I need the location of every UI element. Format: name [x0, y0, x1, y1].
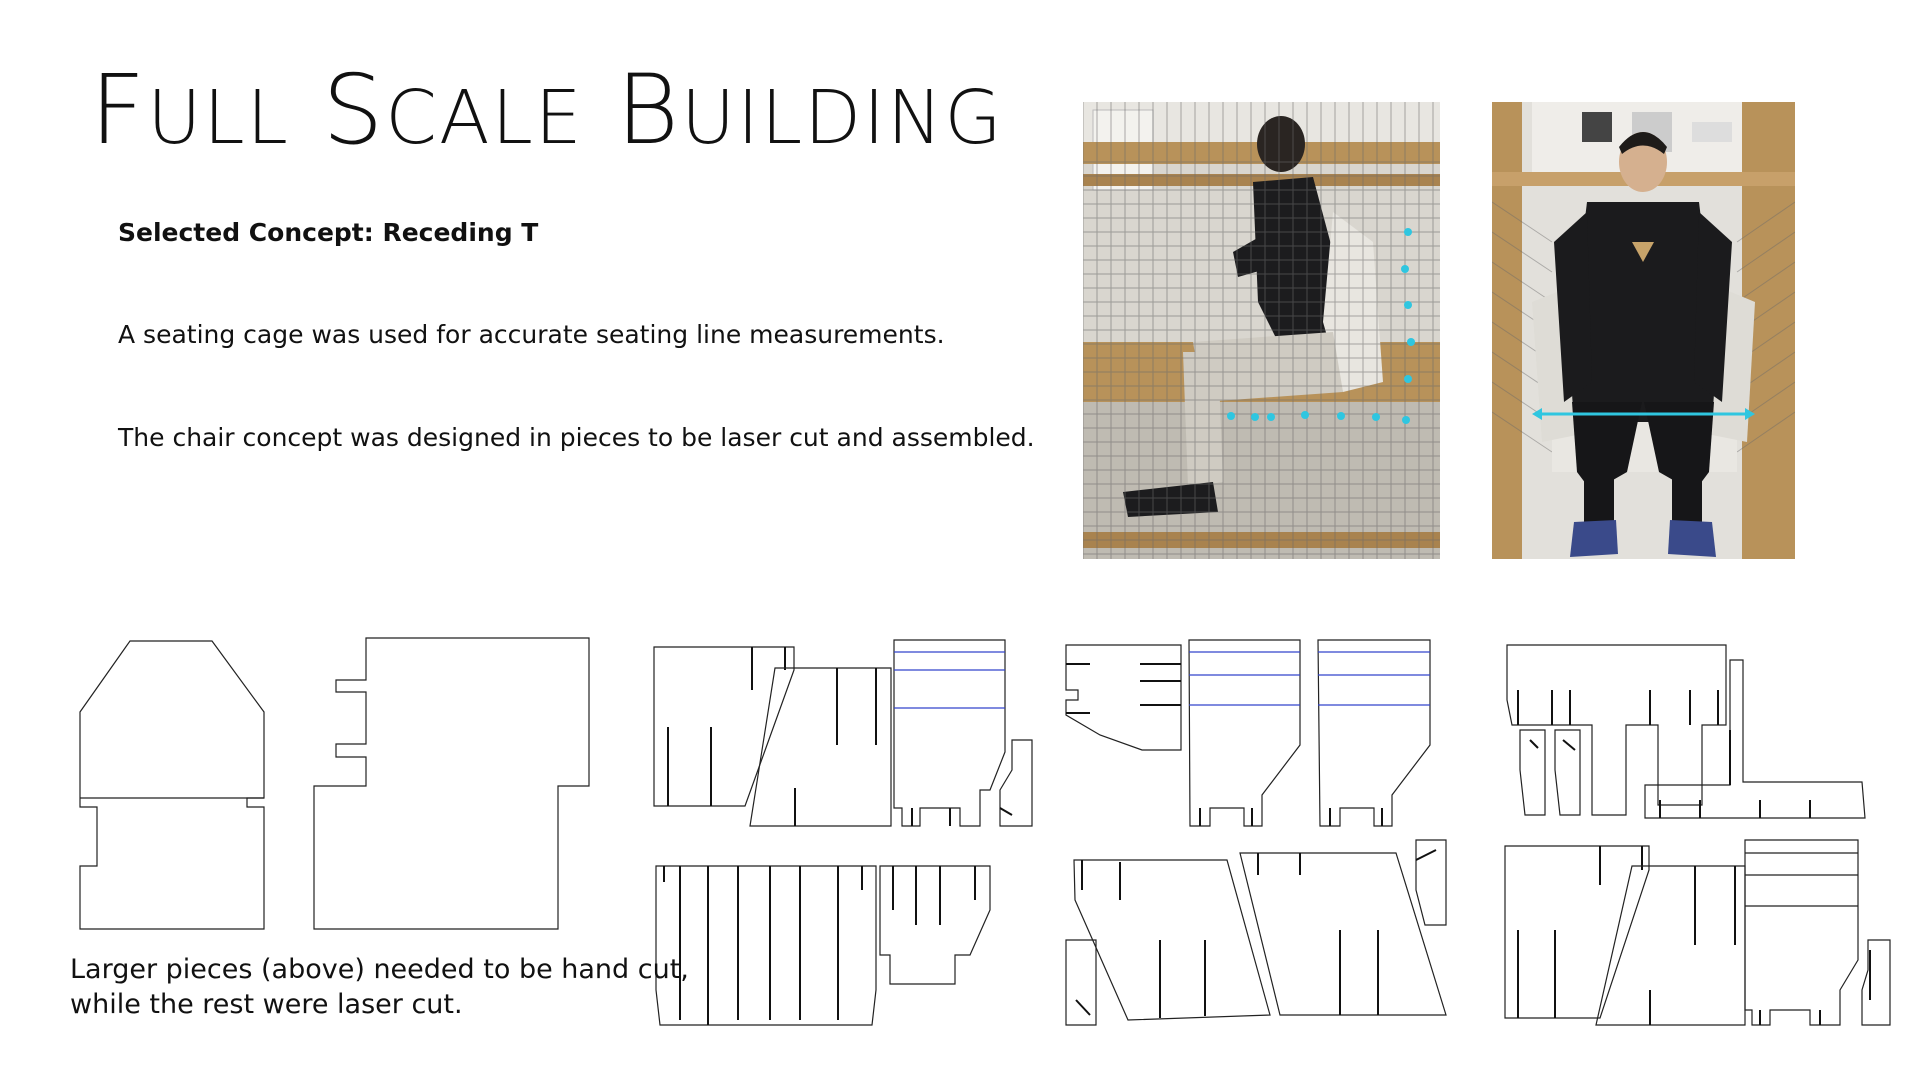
laser-cut-paragraph: The chair concept was designed in pieces to be laser cut and assembled. [118, 423, 1035, 452]
side-view-photo [1083, 102, 1440, 559]
caption-line-2: while the rest were laser cut. [70, 989, 463, 1020]
hand-cut-caption [70, 952, 689, 1022]
laser-piece-group-1-top [654, 640, 1032, 826]
title-word-3: BUILDING [616, 54, 1004, 166]
selected-concept-heading: Selected Concept: Receding T [118, 218, 539, 247]
slide-title [90, 54, 1004, 166]
title-word-1: FULL [90, 54, 290, 166]
laser-piece-group-3-bottom [1505, 840, 1890, 1025]
seating-cage-paragraph: A seating cage was used for accurate seating line measurements. [118, 320, 945, 349]
laser-piece-group-2-bottom [1066, 840, 1446, 1025]
laser-piece-group-2-top [1066, 640, 1430, 826]
front-view-photo [1492, 102, 1795, 559]
title-word-2: SCALE [322, 54, 584, 166]
laser-piece-group-1-bottom [656, 866, 990, 1025]
laser-piece-group-3-top [1507, 645, 1865, 818]
hand-cut-piece-side [314, 638, 589, 929]
hand-cut-piece-seat [80, 641, 264, 929]
caption-line-1: Larger pieces (above) needed to be hand cut, [70, 954, 689, 985]
